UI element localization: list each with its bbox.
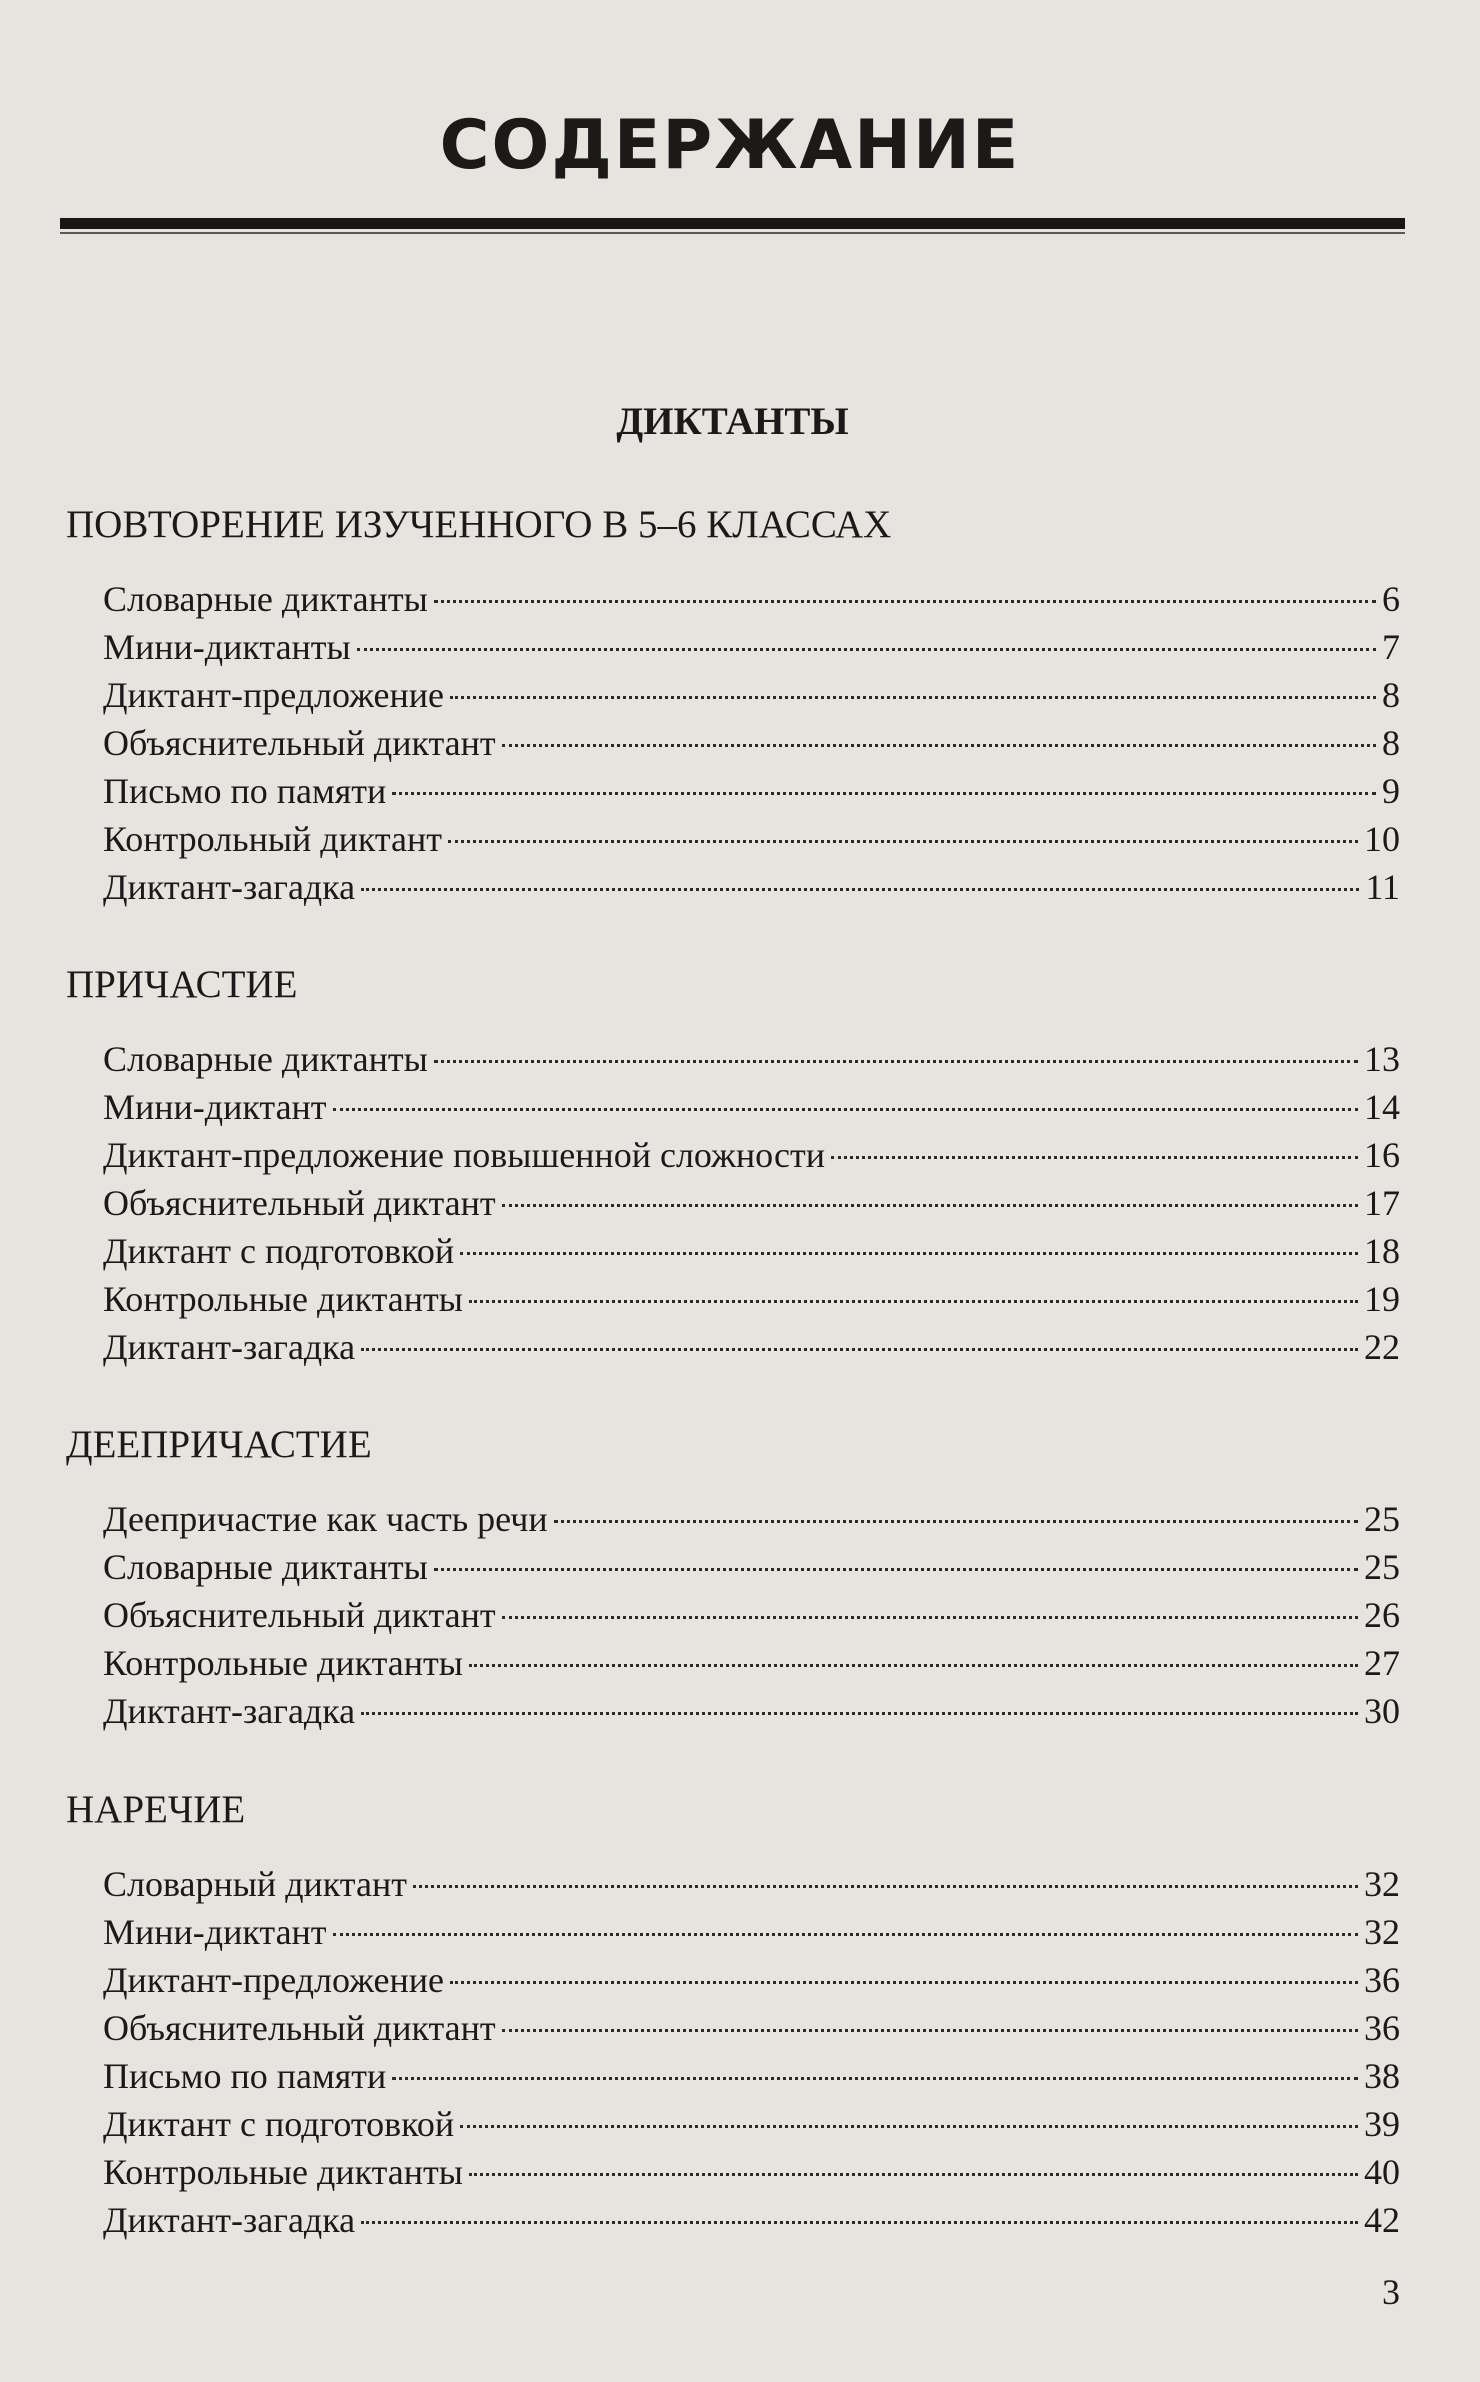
- toc-leader-dots: [502, 1204, 1358, 1207]
- toc-entry-label: Диктант-загадка: [103, 1691, 356, 1731]
- toc-leader-dots: [469, 1664, 1358, 1667]
- toc-entry-label: Контрольные диктанты: [103, 1279, 463, 1319]
- toc-entry[interactable]: [103, 1497, 1400, 1541]
- toc-leader-dots: [450, 1981, 1358, 1984]
- toc-entry-label: Мини-диктант: [103, 1912, 327, 1952]
- toc-entry-label: Диктант с подготовкой: [103, 1231, 455, 1271]
- toc-entry-label: Объяснительный диктант: [103, 1595, 496, 1635]
- toc-entry-page: 19: [1364, 1279, 1400, 1319]
- toc-leader-dots: [434, 1568, 1358, 1571]
- toc-entry[interactable]: [103, 1085, 1400, 1129]
- toc-entry-label: Диктант-предложение: [103, 1960, 445, 2000]
- toc-entry-page: 6: [1382, 579, 1400, 619]
- toc-entry[interactable]: [103, 1593, 1400, 1637]
- page-number: 3: [1382, 2272, 1400, 2312]
- toc-entry[interactable]: [103, 673, 1400, 717]
- toc-entry-page: 16: [1364, 1135, 1400, 1175]
- group-heading: ДЕЕПРИЧАСТИЕ: [66, 1423, 372, 1466]
- toc-entry-label: Словарные диктанты: [103, 579, 428, 619]
- toc-entry-page: 8: [1382, 675, 1400, 715]
- toc-entry-label: Словарный диктант: [103, 1864, 407, 1904]
- page-title: СОДЕРЖАНИЕ: [439, 106, 1021, 185]
- toc-entry-label: Диктант-загадка: [103, 2200, 356, 2240]
- toc-entry-label: Контрольные диктанты: [103, 2152, 463, 2192]
- toc-leader-dots: [831, 1156, 1358, 1159]
- toc-entry-page: 40: [1364, 2152, 1400, 2192]
- toc-entry-page: 14: [1364, 1087, 1400, 1127]
- toc-entry[interactable]: [103, 1181, 1400, 1225]
- toc-entry[interactable]: [103, 1958, 1400, 2002]
- toc-entry[interactable]: [103, 769, 1400, 813]
- toc-entry-label: Диктант-загадка: [103, 867, 356, 907]
- toc-entry[interactable]: [103, 1277, 1400, 1321]
- toc-leader-dots: [450, 696, 1376, 699]
- toc-entry-page: 42: [1364, 2200, 1400, 2240]
- toc-entry-label: Объяснительный диктант: [103, 723, 496, 763]
- toc-entry[interactable]: [103, 721, 1400, 765]
- toc-leader-dots: [448, 840, 1358, 843]
- toc-entry-page: 11: [1365, 867, 1400, 907]
- toc-entry[interactable]: [103, 2198, 1400, 2242]
- toc-leader-dots: [469, 2173, 1358, 2176]
- toc-leader-dots: [434, 600, 1376, 603]
- group-heading: НАРЕЧИЕ: [66, 1788, 246, 1831]
- toc-entry[interactable]: [103, 577, 1400, 621]
- toc-entry-page: 36: [1364, 1960, 1400, 2000]
- toc-entry-label: Мини-диктанты: [103, 627, 351, 667]
- toc-entry[interactable]: [103, 865, 1400, 909]
- toc-entry-label: Письмо по памяти: [103, 771, 387, 811]
- toc-entry-page: 26: [1364, 1595, 1400, 1635]
- toc-entry-page: 38: [1364, 2056, 1400, 2096]
- toc-leader-dots: [392, 792, 1376, 795]
- toc-entry-page: 22: [1364, 1327, 1400, 1367]
- toc-entry[interactable]: [103, 1641, 1400, 1685]
- toc-entry-label: Словарные диктанты: [103, 1039, 428, 1079]
- toc-leader-dots: [554, 1520, 1358, 1523]
- toc-leader-dots: [357, 648, 1376, 651]
- toc-entry-page: 8: [1382, 723, 1400, 763]
- toc-entry-label: Диктант-предложение: [103, 675, 445, 715]
- toc-entry-page: 17: [1364, 1183, 1400, 1223]
- toc-entry[interactable]: [103, 2006, 1400, 2050]
- toc-entry-label: Мини-диктант: [103, 1087, 327, 1127]
- section-title: ДИКТАНТЫ: [616, 400, 849, 443]
- toc-entry-page: 10: [1364, 819, 1400, 859]
- toc-leader-dots: [333, 1108, 1358, 1111]
- toc-leader-dots: [469, 1300, 1358, 1303]
- group-heading: ПРИЧАСТИЕ: [66, 963, 298, 1006]
- toc-leader-dots: [413, 1885, 1358, 1888]
- toc-entry-label: Объяснительный диктант: [103, 1183, 496, 1223]
- toc-leader-dots: [361, 1348, 1358, 1351]
- toc-entry-page: 32: [1364, 1912, 1400, 1952]
- toc-entry-label: Объяснительный диктант: [103, 2008, 496, 2048]
- toc-entry-label: Диктант-загадка: [103, 1327, 356, 1367]
- toc-entry-page: 7: [1382, 627, 1400, 667]
- toc-entry-page: 32: [1364, 1864, 1400, 1904]
- toc-leader-dots: [460, 1252, 1358, 1255]
- toc-leader-dots: [502, 1616, 1358, 1619]
- toc-leader-dots: [361, 1712, 1358, 1715]
- toc-leader-dots: [333, 1933, 1358, 1936]
- toc-entry[interactable]: [103, 625, 1400, 669]
- toc-entry-label: Письмо по памяти: [103, 2056, 387, 2096]
- toc-entry[interactable]: [103, 1862, 1400, 1906]
- group-heading: ПОВТОРЕНИЕ ИЗУЧЕННОГО В 5–6 КЛАССАХ: [66, 503, 892, 546]
- toc-entry[interactable]: [103, 2102, 1400, 2146]
- toc-entry[interactable]: [103, 817, 1400, 861]
- toc-entry-page: 25: [1364, 1499, 1400, 1539]
- toc-entry-label: Деепричастие как часть речи: [103, 1499, 548, 1539]
- toc-entry[interactable]: [103, 1545, 1400, 1589]
- toc-leader-dots: [361, 2221, 1358, 2224]
- toc-leader-dots: [392, 2077, 1358, 2080]
- toc-entry-page: 25: [1364, 1547, 1400, 1587]
- toc-entry[interactable]: [103, 1689, 1400, 1733]
- toc-leader-dots: [460, 2125, 1358, 2128]
- toc-entry-label: Диктант-предложение повышенной сложности: [103, 1135, 826, 1175]
- toc-entry-page: 18: [1364, 1231, 1400, 1271]
- toc-entry[interactable]: [103, 1229, 1400, 1273]
- toc-entry[interactable]: [103, 2054, 1400, 2098]
- toc-entry[interactable]: [103, 1133, 1400, 1177]
- toc-entry-page: 27: [1364, 1643, 1400, 1683]
- toc-leader-dots: [434, 1060, 1358, 1063]
- toc-entry-label: Словарные диктанты: [103, 1547, 428, 1587]
- toc-leader-dots: [502, 744, 1376, 747]
- toc-entry-page: 36: [1364, 2008, 1400, 2048]
- toc-entry-page: 39: [1364, 2104, 1400, 2144]
- toc-entry[interactable]: [103, 1037, 1400, 1081]
- toc-entry-page: 9: [1382, 771, 1400, 811]
- toc-entry-page: 30: [1364, 1691, 1400, 1731]
- toc-entry[interactable]: [103, 1325, 1400, 1369]
- title-rule: [60, 218, 1405, 229]
- toc-entry[interactable]: [103, 2150, 1400, 2194]
- toc-entry-page: 13: [1364, 1039, 1400, 1079]
- title-rule-thin: [60, 232, 1405, 234]
- toc-entry-label: Диктант с подготовкой: [103, 2104, 455, 2144]
- toc-entry-label: Контрольные диктанты: [103, 1643, 463, 1683]
- toc-entry-label: Контрольный диктант: [103, 819, 443, 859]
- toc-entry[interactable]: [103, 1910, 1400, 1954]
- toc-leader-dots: [502, 2029, 1358, 2032]
- toc-leader-dots: [361, 888, 1359, 891]
